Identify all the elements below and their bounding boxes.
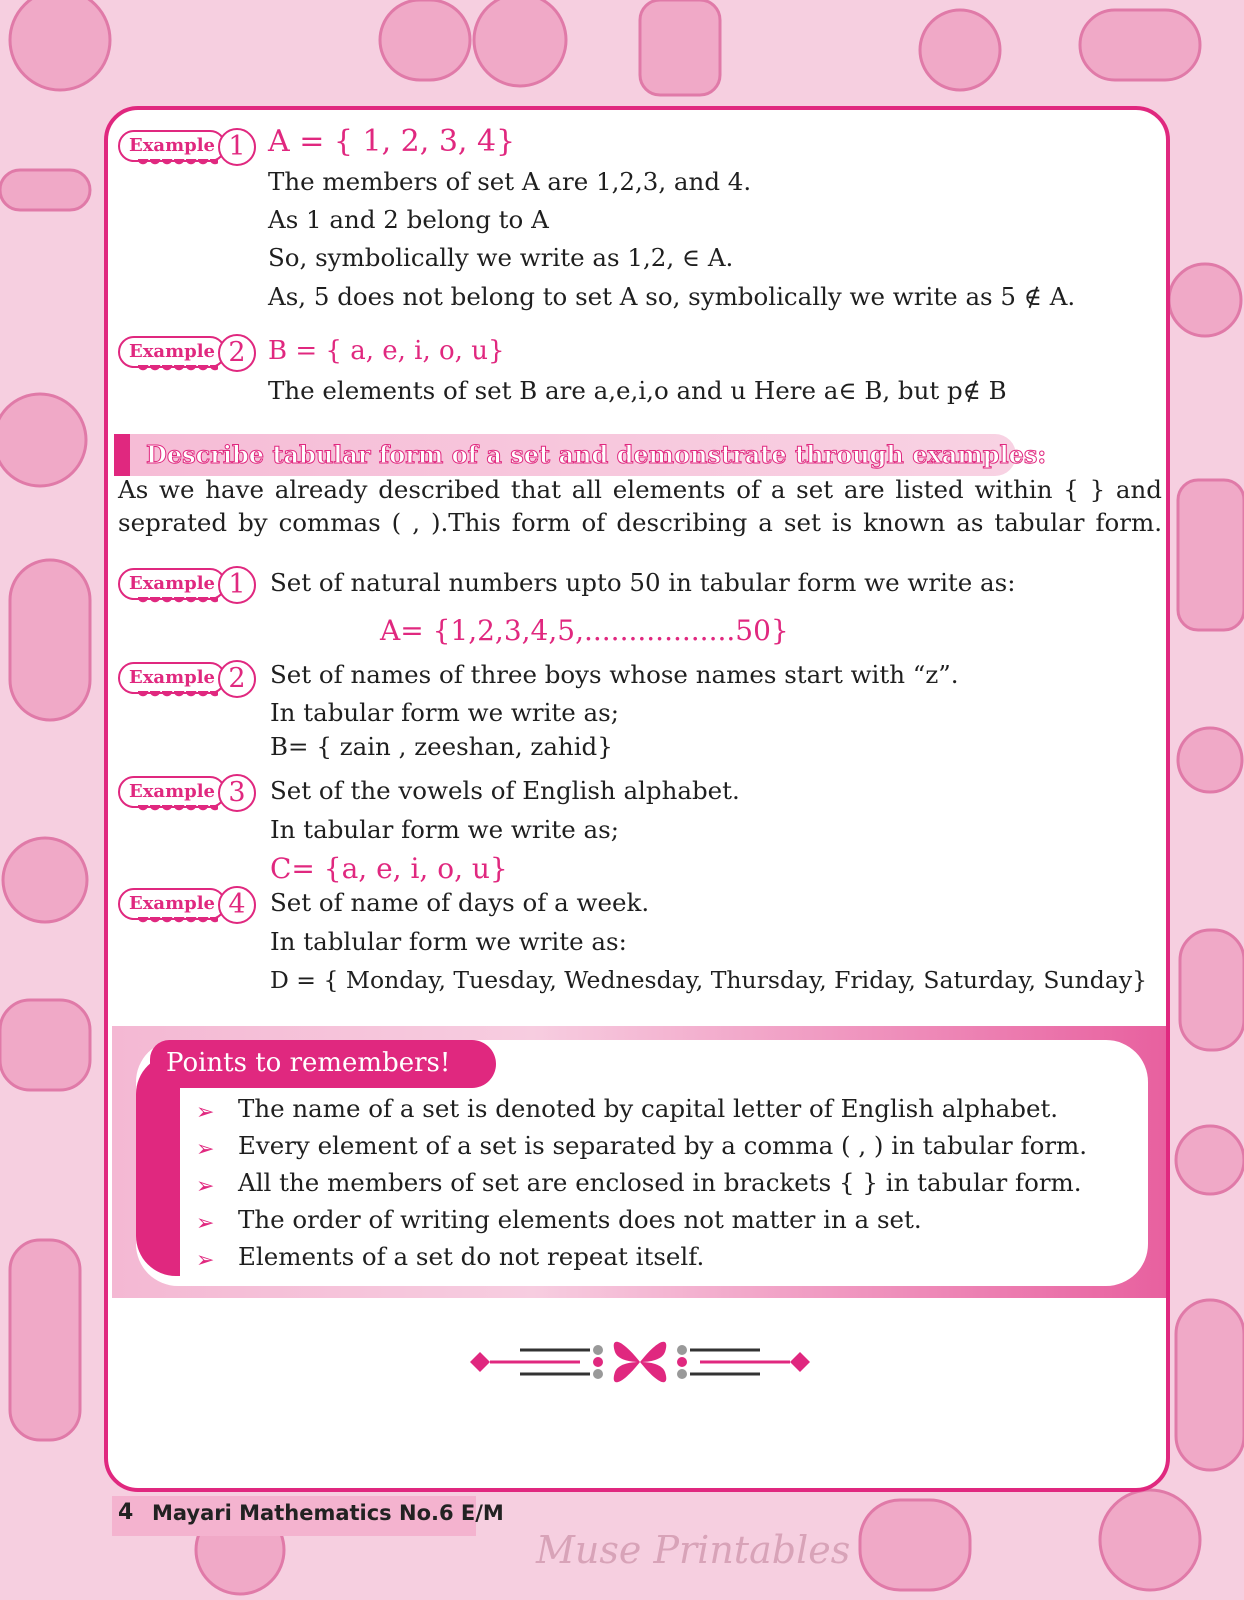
example-badge-label: Example	[118, 568, 226, 600]
example-badge	[112, 884, 252, 930]
badge-wave-decoration	[138, 365, 218, 375]
example-badge-number: 2	[218, 660, 256, 698]
text-line: In tablular form we write as:	[270, 927, 627, 956]
paragraph-line: As we have already described that all elements of a set are listed within { } and	[118, 475, 1162, 504]
bullet-arrow-icon: ➢	[196, 1100, 215, 1125]
text-line: In tabular form we write as;	[270, 815, 619, 844]
bullet-arrow-icon: ➢	[196, 1248, 215, 1273]
badge-wave-decoration	[138, 805, 218, 815]
example-badge-label: Example	[118, 888, 226, 920]
example-badge	[112, 658, 252, 704]
text-line: D = { Monday, Tuesday, Wednesday, Thursday, Friday, Saturday, Sunday}	[270, 966, 1148, 994]
text-line: Set of natural numbers upto 50 in tabular form we write as:	[270, 568, 1016, 597]
badge-wave-decoration	[138, 691, 218, 701]
text-line: B= { zain , zeeshan, zahid}	[270, 732, 613, 761]
text-line: As 1 and 2 belong to A	[268, 205, 549, 234]
text-line: Set of name of days of a week.	[270, 888, 650, 917]
paragraph-line: seprated by commas ( , ).This form of describing a set is known as tabular form.	[118, 508, 1162, 537]
example-badge-number: 1	[218, 566, 256, 604]
bullet-arrow-icon: ➢	[196, 1137, 215, 1162]
badge-wave-decoration	[138, 597, 218, 607]
example-badge	[112, 564, 252, 610]
set-b-formula: B = { a, e, i, o, u}	[268, 336, 505, 366]
text-line: So, symbolically we write as 1,2, ∈ A.	[268, 243, 734, 272]
set-answer: A= {1,2,3,4,5,.................50}	[380, 614, 789, 647]
set-answer: C= {a, e, i, o, u}	[270, 852, 508, 885]
page-number: 4	[118, 1500, 134, 1525]
example-badge	[112, 772, 252, 818]
example-badge-label: Example	[118, 130, 226, 162]
point-item: The name of a set is denoted by capital letter of English alphabet.	[238, 1094, 1059, 1123]
text-line: Set of the vowels of English alphabet.	[270, 776, 740, 805]
example-badge-label: Example	[118, 336, 226, 368]
badge-wave-decoration	[138, 917, 218, 927]
ornament-divider-icon	[460, 1332, 820, 1392]
point-item: Every element of a set is separated by a comma ( , ) in tabular form.	[238, 1131, 1088, 1160]
example-badge	[112, 332, 252, 378]
example-badge-number: 3	[218, 774, 256, 812]
example-badge-label: Example	[118, 662, 226, 694]
text-line: In tabular form we write as;	[270, 698, 619, 727]
example-badge-number: 4	[218, 886, 256, 924]
text-line: The elements of set B are a,e,i,o and u Here a∈ B, but p∉ B	[268, 376, 1007, 405]
watermark: Muse Printables	[536, 1528, 851, 1572]
point-item: All the members of set are enclosed in brackets { } in tabular form.	[238, 1168, 1082, 1197]
bullet-arrow-icon: ➢	[196, 1211, 215, 1236]
point-item: Elements of a set do not repeat itself.	[238, 1242, 705, 1271]
point-item: The order of writing elements does not matter in a set.	[238, 1205, 922, 1234]
bullet-arrow-icon: ➢	[196, 1174, 215, 1199]
set-a-formula: A = { 1, 2, 3, 4}	[268, 124, 516, 159]
example-badge-number: 1	[218, 128, 256, 166]
example-badge-number: 2	[218, 334, 256, 372]
text-line: Set of names of three boys whose names start with “z”.	[270, 660, 959, 689]
book-title: Mayari Mathematics No.6 E/M	[152, 1501, 504, 1525]
text-line: As, 5 does not belong to set A so, symbolically we write as 5 ∉ A.	[268, 282, 1076, 311]
example-badge-label: Example	[118, 776, 226, 808]
example-badge	[112, 126, 252, 172]
text-line: The members of set A are 1,2,3, and 4.	[268, 167, 752, 196]
badge-wave-decoration	[138, 159, 218, 169]
section-heading: Describe tabular form of a set and demonstrate through examples:	[146, 440, 1047, 469]
points-title: Points to remembers!	[166, 1048, 451, 1078]
